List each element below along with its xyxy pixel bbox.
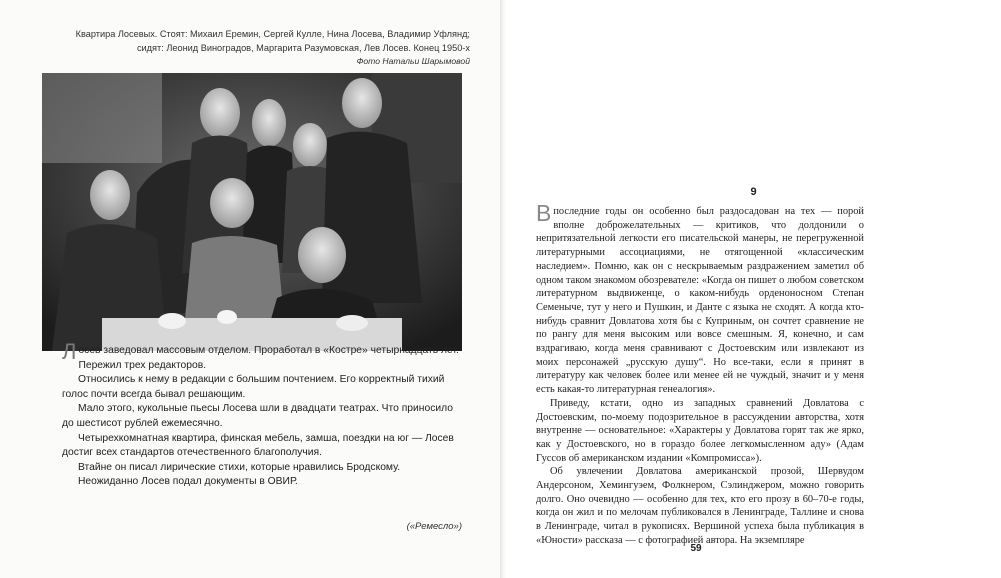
left-paragraph (62, 339, 462, 373)
caption-line-1: Квартира Лосевых. Стоят: Михаил Еремин, Сергей Кулле, Нина Лосева, Владимир Уфлянд; (75, 29, 470, 39)
right-paragraph (536, 200, 864, 397)
left-dropcap: Л (62, 339, 77, 364)
right-page (506, 0, 1001, 578)
left-paragraph: Относились к нему в редакции с большим почтением. Его корректный тихий голос почти всегда бывал решающим. (62, 374, 445, 400)
photo-credit: Фото Натальи Шарымовой (356, 56, 470, 66)
left-paragraph: Втайне он писал лирические стихи, которые нравились Бродскому. (78, 461, 401, 473)
group-photo-image (42, 73, 462, 351)
caption-line-2: сидят: Леонид Виноградов, Маргарита Разумовская, Лев Лосев. Конец 1950-х (136, 42, 470, 53)
page-number: 59 (690, 543, 702, 554)
right-paragraph: Об увлечении Довлатова американской прозой, Шервудом Андерсоном, Хемингуэем, Фолкнером, Сэлинджером, можно говорить долго. Оно очевидно — особенно для тех, кто его прозу в 60–70-е годы, когда он жил и по мелочам публиковался в Ленинграде, Таллине и снова в Ленинграде, читал в рукописях. Вершиной успеха была публикация в «Юности» рассказа — с фотографией автора. На экземпляре (536, 466, 864, 546)
right-page-text (536, 200, 864, 548)
left-page-text (62, 339, 462, 490)
photo-caption (60, 28, 470, 69)
left-page (0, 0, 500, 578)
left-paragraph: Неожиданно Лосев подал документы в ОВИР. (78, 476, 298, 488)
left-paragraph: Четырехкомнатная квартира, финская мебель, замша, поездки на юг — Лосев достиг всех стандартов отечественного благополучия. (62, 432, 454, 459)
right-paragraph-1-text: последние годы он особенно был раздосадован на тех — порой вполне доброжелательных — критиков, что долдонили о непритязательной легкости его писательской манеры, не перегруженной литературными ассоциациями, не отягощенной «классическим наследием». Помню, как он с нескрываемым раздражением заметил об одном таком знакомом обозревателе: «Когда он пишет о любом советском литературном выдвиженце, о каком-нибудь орденоносном Степан Семеныче, тут у него и Пушкин, и Данте с языка не сходят. А когда кто-нибудь сравнит Довлатова хотя бы с Куприным, он сочтет сравнение не по рангу для меня высоким или вовсе смешным. Я, конечно, и сам вздрагиваю, когда меня сравнивают с Достоевским или извлекают из моих персонажей „русскую душу“. Но все-таки, если я принят в литературу как человек более или менее ей не чуждый, значит и у меня есть какая-то литературная генеалогия». (536, 206, 864, 396)
source-attribution: («Ремесло») (406, 521, 462, 532)
right-paragraph: Приведу, кстати, одно из западных сравнений Довлатова с Достоевским, по-моему подозрительное в рассуждении авторства, хотя внутренне — основательное: «Характеры у Довлатова горят так же ярко, как у Достоевского, но в гораздо более легкомысленном аду» (Адам Гуссов об американском издании «Компромисса»). (536, 397, 864, 464)
right-dropcap: В (536, 200, 552, 226)
left-paragraph-1-text: осев заведовал массовым отделом. Проработал в «Костре» четырнадцать лет. Пережил трех редакторов. (78, 345, 459, 371)
chapter-number: 9 (750, 186, 757, 198)
left-paragraph: Мало этого, кукольные пьесы Лосева шли в двадцати театрах. Что приносило до шестисот рублей ежемесячно. (62, 403, 453, 429)
group-photo (42, 73, 462, 351)
